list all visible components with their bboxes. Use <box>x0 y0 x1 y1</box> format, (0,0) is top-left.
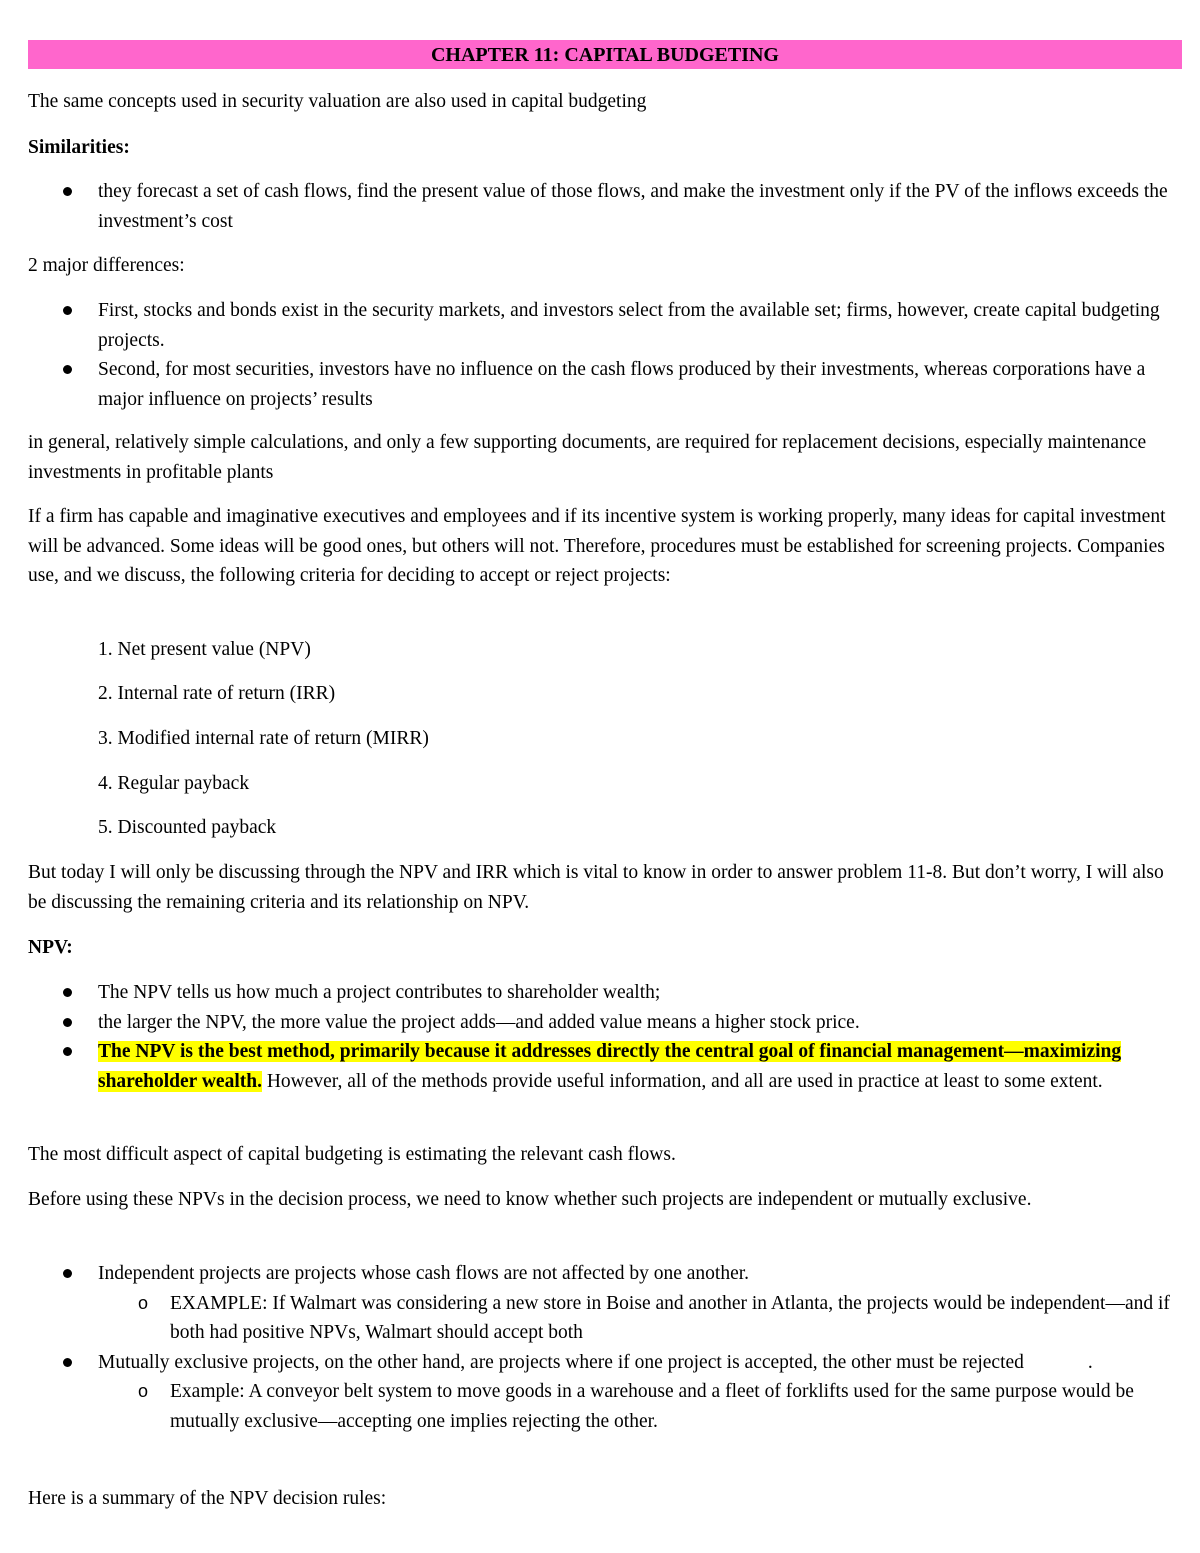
firm-paragraph: If a firm has capable and imaginative executives and employees and if its incentive system is working properly, many ideas for capital investment will be advanced. Some ideas will be good ones, but others will not. Therefore, procedures must be established for screening projects. Companies use, and we discuss, the following criteria for deciding to accept or reject projects: <box>28 506 1166 586</box>
npv-heading: NPV: <box>28 937 73 958</box>
criteria-item: 5. Discounted payback <box>98 817 277 838</box>
bullet-icon <box>63 1047 72 1056</box>
list-item: First, stocks and bonds exist in the security markets, and investors select from the available set; firms, however, create capital budgeting projects. <box>28 296 1182 355</box>
similarities-list <box>28 177 1182 236</box>
bullet-icon <box>63 365 72 374</box>
general-paragraph: in general, relatively simple calculations, and only a few supporting documents, are required for replacement decisions, especially maintenance investments in profitable plants <box>28 432 1147 483</box>
bullet-icon <box>63 306 72 315</box>
list-item: the larger the NPV, the more value the project adds—and added value means a higher stock price. <box>28 1008 1182 1038</box>
sub-list <box>98 1289 1182 1348</box>
circle-bullet-icon: o <box>138 1381 149 1401</box>
bullet-icon <box>63 1358 72 1367</box>
differences-heading: 2 major differences: <box>28 255 185 276</box>
bullet-icon <box>63 988 72 997</box>
bullet-icon <box>63 1018 72 1027</box>
bullet-icon <box>63 187 72 196</box>
highlighted-text: The NPV is the best method, primarily because it addresses directly the central goal of financial management—maximizing shareholder wealth. <box>98 1041 1122 1092</box>
sub-list <box>98 1377 1182 1436</box>
list-item: The NPV is the best method, primarily because it addresses directly the central goal of financial management—maximizing shareholder wealth. However, all of the methods provide useful information, and all are used in practice at least to some extent. <box>28 1037 1182 1096</box>
intro-paragraph: The same concepts used in security valuation are also used in capital budgeting <box>28 91 647 112</box>
difficult-paragraph: The most difficult aspect of capital budgeting is estimating the relevant cash flows. <box>28 1144 676 1165</box>
circle-bullet-icon: o <box>138 1292 149 1313</box>
list-item: The NPV tells us how much a project contributes to shareholder wealth; <box>28 978 1182 1008</box>
list-item: Independent projects are projects whose cash flows are not affected by one another. o EXAMPLE: If Walmart was considering a new store in Boise and another in Atlanta, the projects would be independent—and if both had positive NPVs, Walmart should accept both <box>28 1259 1182 1348</box>
similarities-heading: Similarities: <box>28 137 130 158</box>
list-item: they forecast a set of cash flows, find the present value of those flows, and make the investment only if the PV of the inflows exceeds the investment’s cost <box>28 177 1182 236</box>
list-item: Second, for most securities, investors have no influence on the cash flows produced by their investments, whereas corporations have a major influence on projects’ results <box>28 355 1182 414</box>
today-paragraph: But today I will only be discussing through the NPV and IRR which is vital to know in order to answer problem 11-8. But don’t worry, I will also be discussing the remaining criteria and its relationship on NPV. <box>28 862 1164 913</box>
chapter-title: CHAPTER 11: CAPITAL BUDGETING <box>28 40 1182 69</box>
criteria-item: 4. Regular payback <box>98 773 250 794</box>
differences-list <box>28 296 1182 414</box>
list-item: Mutually exclusive projects, on the other hand, are projects where if one project is accepted, the other must be rejected . o Example: A conveyor belt system to move goods in a warehouse and a fleet of forklifts used for the same purpose would be mutually exclusive—accepting one implies rejecting the other. <box>28 1348 1182 1437</box>
summary-paragraph: Here is a summary of the NPV decision rules: <box>28 1488 387 1509</box>
criteria-item: 1. Net present value (NPV) <box>98 639 311 660</box>
project-types-list <box>28 1259 1182 1436</box>
sub-list-item: o Example: A conveyor belt system to move goods in a warehouse and a fleet of forklifts used for the same purpose would be mutually exclusive—accepting one implies rejecting the other. <box>98 1377 1182 1436</box>
npv-list <box>28 978 1182 1096</box>
criteria-item: 2. Internal rate of return (IRR) <box>98 683 336 704</box>
before-paragraph: Before using these NPVs in the decision process, we need to know whether such projects are independent or mutually exclusive. <box>28 1189 1032 1210</box>
criteria-item: 3. Modified internal rate of return (MIRR) <box>98 728 429 749</box>
bullet-icon <box>63 1269 72 1278</box>
sub-list-item: o EXAMPLE: If Walmart was considering a new store in Boise and another in Atlanta, the projects would be independent—and if both had positive NPVs, Walmart should accept both <box>98 1289 1182 1348</box>
